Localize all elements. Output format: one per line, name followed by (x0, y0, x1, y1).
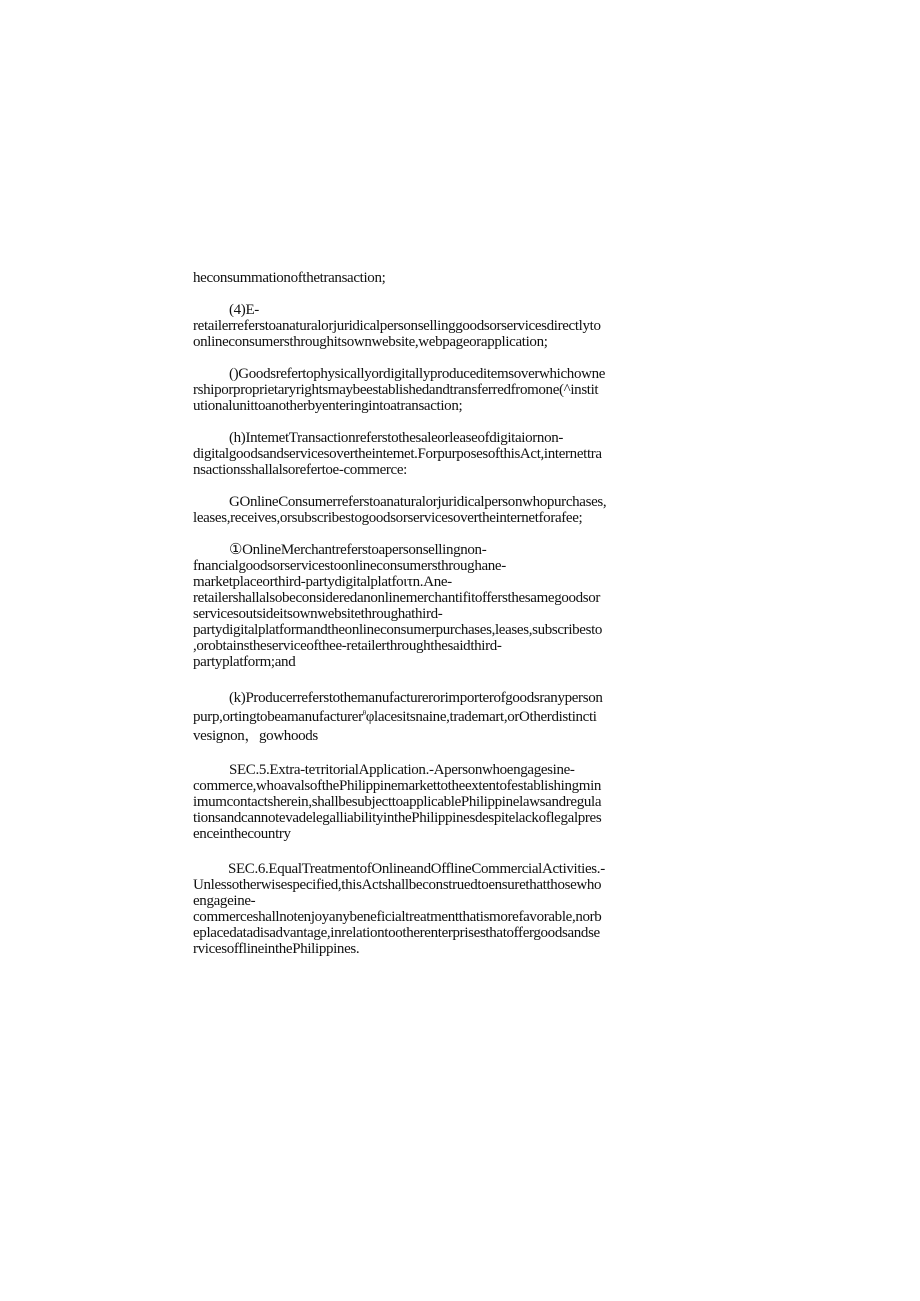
text-line: servicesoutsideitsownwebsitethroughathird- (193, 606, 443, 622)
text-line: GOnlineConsumerreferstoanaturalorjuridicalpersonwhopurchases, (229, 494, 607, 510)
section-heading-line: SEC.5.Extra-teτritorialApplication.-Apersonwhoengagesine- (229, 762, 575, 778)
text-line: onlineconsumersthroughitsownwebsite,webpageorapplication; (193, 334, 548, 350)
text-line: engageine- (193, 893, 256, 909)
text-line: heconsummationofthetransaction; (193, 270, 386, 286)
text-line: commerceshallnotenjoyanybeneficialtreatmentthatismorefavorable,norb (193, 909, 602, 925)
text-line: imumcontactsherein,shallbesubjecttoapplicablePhilippinelawsandregula (193, 794, 602, 810)
paragraph-sec-6 (193, 861, 689, 957)
text-line: fnancialgoodsorservicestoonlineconsumersthroughane- (193, 558, 506, 574)
text-line: (h)IntemetTransactionreferstothesaleorleaseofdigitaiornon- (229, 430, 564, 446)
paragraph-consummation (193, 270, 689, 286)
text-line: leases,receives,orsubscribestogoodsorservicesovertheinternetforafee; (193, 510, 583, 526)
paragraph-producer (193, 689, 689, 746)
text-line: ,orobtainstheserviceofthee-retailerthroughthesaidthird- (193, 638, 502, 654)
text-line: digitalgoodsandservicesovertheintemet.ForpurposesofthisAct,internettra (193, 446, 602, 462)
text-line: enceinthecountry (193, 826, 291, 842)
text-line (193, 708, 689, 727)
paragraph-online-merchant (193, 542, 689, 670)
text-line: ①OnlineMerchantreferstoapersonsellingnon- (229, 542, 487, 558)
text-fragment: φlacesitsnaine,trademart,orOtherdistincti (365, 709, 597, 725)
text-line: retailerreferstoanaturalorjuridicalpersonsellinggoodsorservicesdirectlyto (193, 318, 601, 334)
text-line: vesignon，gowhoods (193, 728, 318, 744)
text-line: marketplaceorthird-partydigitalplatfoιτn.Ane- (193, 574, 452, 590)
text-line: partydigitalplatformandtheonlineconsumerpurchases,leases,subscribesto (193, 622, 603, 638)
text-line: rshiporproprietaryrightsmaybeestablishedandtransferredfromone(^instit (193, 382, 599, 398)
text-line: ()Goodsrefertophysicallyordigitallyproduceditemsoverwhichowne (229, 366, 606, 382)
paragraph-e-retailer (193, 302, 689, 350)
document-body (193, 270, 689, 957)
text-line: Unlessotherwisespecified,thisActshallbeconstruedtoensurethatthosewho (193, 877, 602, 893)
text-line: commerce,whoavalsofthePhilippinemarkettotheextentofestablishingmin (193, 778, 602, 794)
text-line: nsactionsshallalsorefertoe-commerce: (193, 462, 407, 478)
text-line: (k)Producerreferstothemanufacturerorimporterofgoodsranyperson (229, 690, 603, 706)
text-line: retailershallalsobeconsideredanonlinemerchantifitoffersthesamegoodsor (193, 590, 601, 606)
text-fragment: purp,ortingtobeamanufacturer (193, 709, 363, 725)
paragraph-sec-5 (193, 762, 689, 842)
text-line: rvicesofflineinthePhilippines. (193, 941, 360, 957)
superscript-mark: θ (362, 709, 366, 717)
text-line: utionalunittoanotherbyenteringintoatransaction; (193, 398, 463, 414)
text-line: tionsandcannotevadelegalliabilityinthePhilippinesdespitelackoflegalpres (193, 810, 602, 826)
section-heading-line: SEC.6.EqualTreatmentofOnlineandOfflineCommercialActivities.- (228, 861, 605, 877)
paragraph-goods (193, 366, 689, 414)
text-line: (4)E- (229, 302, 259, 318)
paragraph-internet-transaction (193, 430, 689, 478)
text-line: partyplatform;and (193, 654, 296, 670)
text-line: eplacedatadisadvantage,inrelationtootherenterprisesthatoffergoodsandse (193, 925, 600, 941)
paragraph-online-consumer (193, 494, 689, 526)
